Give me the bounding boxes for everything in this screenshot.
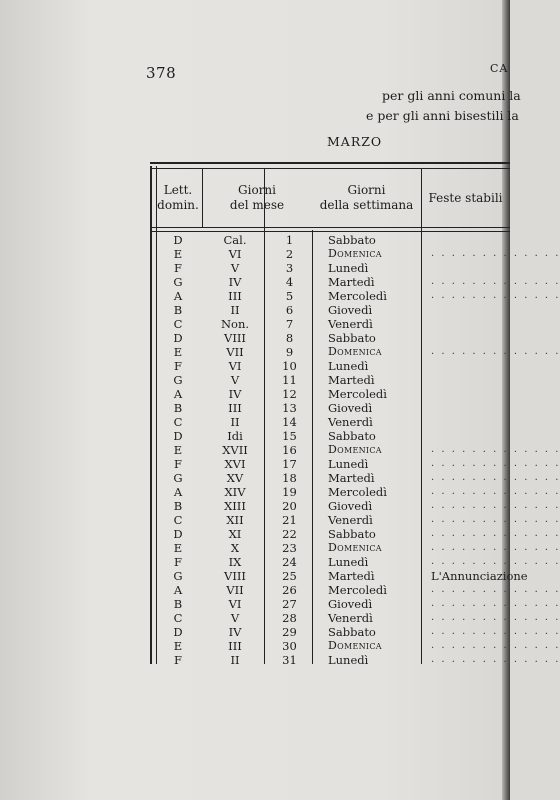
table-row [150,457,560,471]
weekday: Giovedì [328,597,373,611]
weekday: Giovedì [328,499,373,513]
roman-day: XIII [224,499,246,513]
day-number: 28 [282,611,297,625]
roman-day: VII [226,345,244,359]
day-number: 5 [285,289,294,303]
roman-day: VI [228,359,242,373]
weekday: Lunedì [328,457,369,471]
dominical-letter: A [173,583,183,597]
dominical-letter: G [173,471,183,485]
roman-day: IV [228,625,242,639]
day-number: 29 [282,625,297,639]
feast-leader-dots: . . . . . . . . . . . . . [431,248,560,259]
table-row [150,233,510,247]
roman-day: XVI [224,457,246,471]
day-number: 10 [282,359,297,373]
day-number: 30 [282,639,297,653]
feast-name: L'Annunciazione [431,569,528,583]
dominical-letter: A [173,387,183,401]
dominical-letter: F [174,653,182,667]
day-number: 31 [282,653,297,667]
roman-day: Cal. [223,233,247,247]
roman-day: IV [228,387,242,401]
dominical-letter: C [173,513,183,527]
roman-day: II [230,415,240,429]
weekday: Domenica [328,639,382,652]
feast-leader-dots: . . . . . . . . . . . . . [431,500,560,511]
table-row [150,331,510,345]
roman-day: XI [228,527,242,541]
dominical-letter: E [173,247,183,261]
table-row [150,443,560,457]
table-row [150,569,528,583]
dominical-letter: F [174,261,182,275]
dominical-letter: F [174,359,182,373]
header-day-of-month: Giorni del mese [229,183,285,212]
dominical-letter: D [173,527,183,541]
table-row [150,401,510,415]
feast-leader-dots: . . . . . . . . . . . . . [431,598,560,609]
day-number: 21 [282,513,297,527]
dominical-letter: A [173,289,183,303]
table-row [150,625,560,639]
day-number: 27 [282,597,297,611]
dominical-letter: F [174,555,182,569]
table-row [150,247,560,261]
day-number: 15 [282,429,297,443]
day-number: 13 [282,401,297,415]
page-number: 378 [146,64,177,82]
table-row [150,345,560,359]
feast-leader-dots: . . . . . . . . . . . . . [431,444,560,455]
feast-leader-dots: . . . . . . . . . . . . . [431,612,560,623]
weekday: Sabbato [328,625,376,639]
weekday: Martedì [328,471,375,485]
table-row [150,485,560,499]
day-number: 12 [282,387,297,401]
day-number: 14 [282,415,297,429]
dominical-letter: B [173,303,183,317]
dominical-letter: D [173,429,183,443]
dominical-letter: D [173,625,183,639]
table-row [150,555,560,569]
table-row [150,471,560,485]
weekday: Martedì [328,275,375,289]
table-row [150,275,560,289]
dominical-letter: E [173,443,183,457]
feast-leader-dots: . . . . . . . . . . . . . [431,654,560,665]
roman-day: VI [228,597,242,611]
header-letter: Lett. domin. [157,183,199,212]
dominical-letter: A [173,485,183,499]
subtitle-line-2: e per gli anni bisestili la [366,108,519,123]
day-number: 26 [282,583,297,597]
feast-leader-dots: . . . . . . . . . . . . . [431,626,560,637]
weekday: Mercoledì [328,387,387,401]
table-row [150,373,510,387]
table-top-rule [150,162,510,169]
weekday: Sabbato [328,331,376,345]
dominical-letter: G [173,275,183,289]
weekday: Lunedì [328,261,369,275]
table-row [150,289,560,303]
table-row [150,261,510,275]
dominical-letter: F [174,457,182,471]
table-row [150,597,560,611]
roman-day: V [230,373,240,387]
header-day-of-week: Giorni della settimana [319,183,414,212]
feast-leader-dots: . . . . . . . . . . . . . [431,528,560,539]
table-row [150,513,560,527]
day-number: 4 [285,275,294,289]
weekday: Martedì [328,373,375,387]
day-number: 18 [282,471,297,485]
dominical-letter: C [173,317,183,331]
weekday: Mercoledì [328,485,387,499]
running-head: CA [490,62,509,75]
dominical-letter: B [173,401,183,415]
weekday: Lunedì [328,653,369,667]
day-number: 7 [285,317,294,331]
table-row [150,359,510,373]
table-row [150,415,510,429]
weekday: Lunedì [328,555,369,569]
weekday: Venerdì [328,611,373,625]
day-number: 22 [282,527,297,541]
day-number: 2 [285,247,294,261]
day-number: 16 [282,443,297,457]
dominical-letter: C [173,611,183,625]
feast-leader-dots: . . . . . . . . . . . . . [431,346,560,357]
feast-leader-dots: . . . . . . . . . . . . . [431,584,560,595]
table-row [150,541,560,555]
roman-day: Idi [227,429,243,443]
weekday: Mercoledì [328,583,387,597]
table-row [150,387,510,401]
roman-day: XII [226,513,244,527]
day-number: 3 [285,261,294,275]
weekday: Domenica [328,345,382,358]
feast-leader-dots: . . . . . . . . . . . . . [431,472,560,483]
roman-day: XV [226,471,244,485]
weekday: Mercoledì [328,289,387,303]
day-number: 1 [285,233,294,247]
weekday: Sabbato [328,429,376,443]
day-number: 8 [285,331,294,345]
subtitle-line-1: per gli anni comuni la [382,88,521,103]
roman-day: VIII [224,331,246,345]
roman-day: VIII [224,569,246,583]
feast-leader-dots: . . . . . . . . . . . . . [431,276,560,287]
dominical-letter: E [173,639,183,653]
dominical-letter: C [173,415,183,429]
weekday: Venerdì [328,415,373,429]
day-number: 19 [282,485,297,499]
weekday: Sabbato [328,233,376,247]
roman-day: XIV [224,485,246,499]
roman-day: II [230,303,240,317]
dominical-letter: E [173,541,183,555]
feast-leader-dots: . . . . . . . . . . . . . [431,640,560,651]
month-heading: MARZO [327,134,383,149]
roman-day: V [230,261,240,275]
day-number: 25 [282,569,297,583]
dominical-letter: B [173,499,183,513]
table-row [150,527,560,541]
feast-leader-dots: . . . . . . . . . . . . . [431,486,560,497]
table-row [150,303,510,317]
weekday: Giovedì [328,303,373,317]
weekday: Martedì [328,569,375,583]
roman-day: III [228,639,242,653]
table-row [150,639,560,653]
table-row [150,429,510,443]
roman-day: VI [228,247,242,261]
day-number: 9 [285,345,294,359]
header-rule [150,227,510,232]
roman-day: III [228,289,242,303]
day-number: 17 [282,457,297,471]
feast-leader-dots: . . . . . . . . . . . . . [431,290,560,301]
weekday: Domenica [328,247,382,260]
roman-day: IX [228,555,242,569]
day-number: 20 [282,499,297,513]
roman-day: IV [228,275,242,289]
table-row [150,317,510,331]
weekday: Giovedì [328,401,373,415]
table-row [150,499,560,513]
calendar-table [150,169,560,667]
dominical-letter: G [173,373,183,387]
dominical-letter: G [173,569,183,583]
feast-leader-dots: . . . . . . . . . . . . . [431,514,560,525]
roman-day: II [230,653,240,667]
day-number: 24 [282,555,297,569]
day-number: 11 [282,373,297,387]
dominical-letter: D [173,233,183,247]
day-number: 23 [282,541,297,555]
roman-day: VII [226,583,244,597]
weekday: Venerdì [328,513,373,527]
roman-day: XVII [222,443,248,457]
weekday: Domenica [328,541,382,554]
weekday: Venerdì [328,317,373,331]
dominical-letter: B [173,597,183,611]
feast-leader-dots: . . . . . . . . . . . . . [431,542,560,553]
dominical-letter: E [173,345,183,359]
weekday: Domenica [328,443,382,456]
table-row [150,611,560,625]
table-row [150,583,560,597]
day-number: 6 [285,303,294,317]
weekday: Lunedì [328,359,369,373]
roman-day: X [230,541,240,555]
roman-day: Non. [220,317,250,331]
dominical-letter: D [173,331,183,345]
table-row [150,653,560,667]
feast-leader-dots: . . . . . . . . . . . . . [431,556,560,567]
roman-day: V [230,611,240,625]
feast-leader-dots: . . . . . . . . . . . . . [431,458,560,469]
header-fixed-feasts: Feste stabili [428,190,503,205]
weekday: Sabbato [328,527,376,541]
roman-day: III [228,401,242,415]
